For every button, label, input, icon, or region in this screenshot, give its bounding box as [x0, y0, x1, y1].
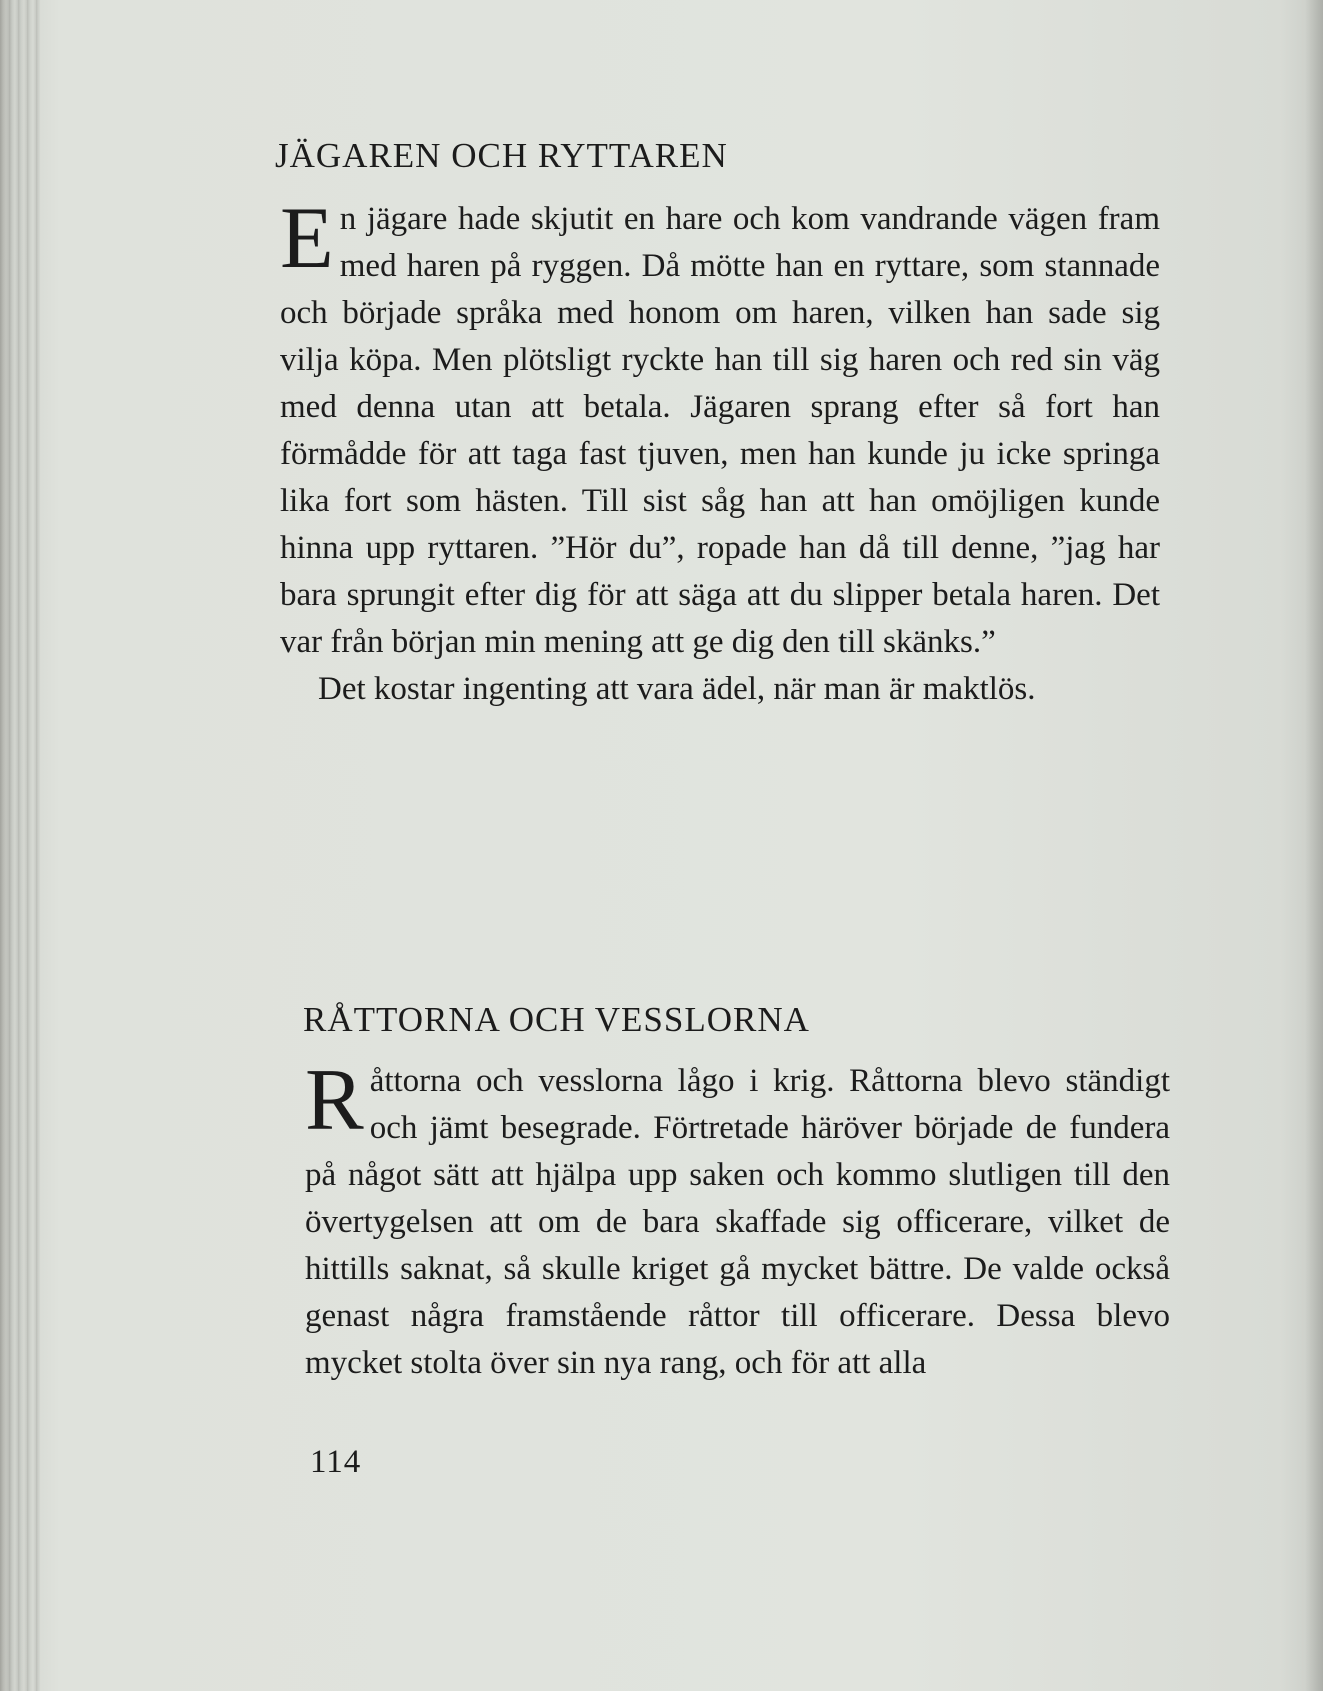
fable-paragraph-rattorna — [305, 1052, 1170, 1387]
fable-title-jagaren: JÄGAREN OCH RYTTAREN — [275, 136, 728, 175]
fable-title-rattorna: RÅTTORNA OCH VESSLORNA — [303, 1000, 810, 1039]
fable-body-jagaren — [280, 190, 1160, 713]
fable-text-rattorna: åttorna och vesslorna lågo i krig. Råttorna blevo ständigt och jämt besegrade. Förtretade häröver började de fundera på något sätt att hjälpa upp saken och kommo slutligen till den övertygelsen att om de bara skaffade sig officerare, vilket de hittills saknat, så skulle kriget gå mycket bättre. De valde också genast några framstående råttor till officerare. Dessa blevo mycket stolta över sin nya rang, och för att alla — [305, 1063, 1170, 1381]
fable-moral-jagaren: Det kostar ingenting att vara ädel, när man är maktlös. — [318, 671, 1036, 707]
dropcap-r: R — [305, 1052, 364, 1149]
fable-body-rattorna — [305, 1052, 1170, 1387]
page-number: 114 — [310, 1444, 362, 1480]
fable-paragraph-jagaren — [280, 190, 1160, 666]
page-right-edge — [1305, 0, 1323, 1691]
dropcap-e: E — [280, 190, 334, 287]
book-binding-edge — [0, 0, 40, 1691]
fable-text-jagaren: n jägare hade skjutit en hare och kom vandrande vägen fram med haren på ryggen. Då mötte han en ryttare, som stannade och började språka med honom om haren, vilken han sade sig vilja köpa. Men plötsligt ryckte han till sig haren och red sin väg med denna utan att betala. Jägaren sprang efter så fort han förmådde för att taga fast tjuven, men han kunde ju icke springa lika fort som hästen. Till sist såg han att han omöjligen kunde hinna upp ryttaren. ”Hör du”, ropade han då till denne, ”jag har bara sprungit efter dig för att säga att du slipper betala haren. Det var från början min mening att ge dig den till skänks.” — [280, 201, 1160, 660]
